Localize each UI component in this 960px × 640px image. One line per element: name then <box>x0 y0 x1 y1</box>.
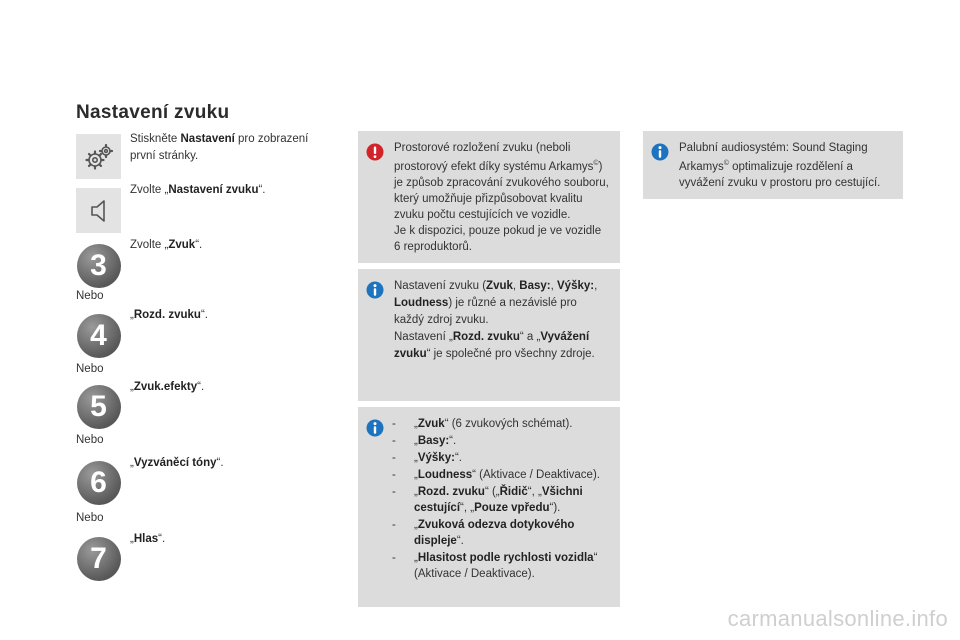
warning-panel <box>358 131 620 263</box>
list-item: - „Zvuk“ (6 zvukových schémat). <box>390 416 610 432</box>
or-label: Nebo <box>76 434 104 446</box>
info-text-3: Palubní audiosystém: Sound Staging Arkamys© optimalizuje rozdělení a vyvážení zvuku v prostoru pro cestující. <box>679 142 881 189</box>
list-item: - „Zvuková odezva dotykového displeje“. <box>390 517 610 549</box>
step-6-text: „Vyzváněcí tóny“. <box>130 457 224 469</box>
info-text-1: Nastavení zvuku (Zvuk, Basy:, Výšky:, Loudness) je různé a nezávislé pro každý zdroj zvuku. Nastavení „Rozd. zvuku“ a „Vyvážení zvuku“ je společné pro všechny zdroje. <box>394 280 598 360</box>
info-icon <box>366 419 384 437</box>
step-3-text: Zvolte „Zvuk“. <box>130 239 203 251</box>
step-2-text: Zvolte „Nastavení zvuku“. <box>130 184 266 196</box>
list-item: - „Rozd. zvuku“ („Řidič“, „Všichni cestující“, „Pouze vpředu“). <box>390 484 610 516</box>
step-1-text: Stiskněte Nastavení pro zobrazení první stránky. <box>130 133 309 162</box>
step-number-6: 6 <box>76 460 121 505</box>
speaker-icon <box>84 196 114 226</box>
info-icon <box>366 281 384 299</box>
info-icon <box>651 143 669 161</box>
info-panel-arkamys <box>643 131 903 199</box>
step-number-5: 5 <box>76 384 121 429</box>
info-panel-sound-settings <box>358 269 620 401</box>
or-label: Nebo <box>76 363 104 375</box>
or-label: Nebo <box>76 512 104 524</box>
or-label: Nebo <box>76 290 104 302</box>
watermark: carmanualsonline.info <box>727 606 948 631</box>
sound-options-list <box>390 416 610 582</box>
list-item: - „Basy:“. <box>390 433 610 449</box>
settings-icon-box <box>76 134 121 179</box>
sound-icon-box <box>76 188 121 233</box>
gear-icon <box>82 140 116 174</box>
step-number-7: 7 <box>76 536 121 581</box>
step-number-4: 4 <box>76 313 121 358</box>
warning-text: Prostorové rozložení zvuku (neboli prostorový efekt díky systému Arkamys©) je způsob zpracování zvukového souboru, který umožňuje přizpůsobovat kvalitu zvuku počtu cestujících ve vozidle. Je k dispozici, pouze pokud je ve vozidle 6 reproduktorů. <box>394 142 609 253</box>
page-title: Nastavení zvuku <box>76 102 230 123</box>
step-4-text: „Rozd. zvuku“. <box>130 309 208 321</box>
list-item: - „Výšky:“. <box>390 450 610 466</box>
list-item: - „Hlasitost podle rychlosti vozidla“ (Aktivace / Deaktivace). <box>390 550 610 582</box>
info-panel-options-list <box>358 407 620 607</box>
list-item: - „Loudness“ (Aktivace / Deaktivace). <box>390 467 610 483</box>
warning-icon <box>366 143 384 161</box>
step-5-text: „Zvuk.efekty“. <box>130 381 205 393</box>
step-7-text: „Hlas“. <box>130 533 166 545</box>
step-number-3: 3 <box>76 243 121 288</box>
